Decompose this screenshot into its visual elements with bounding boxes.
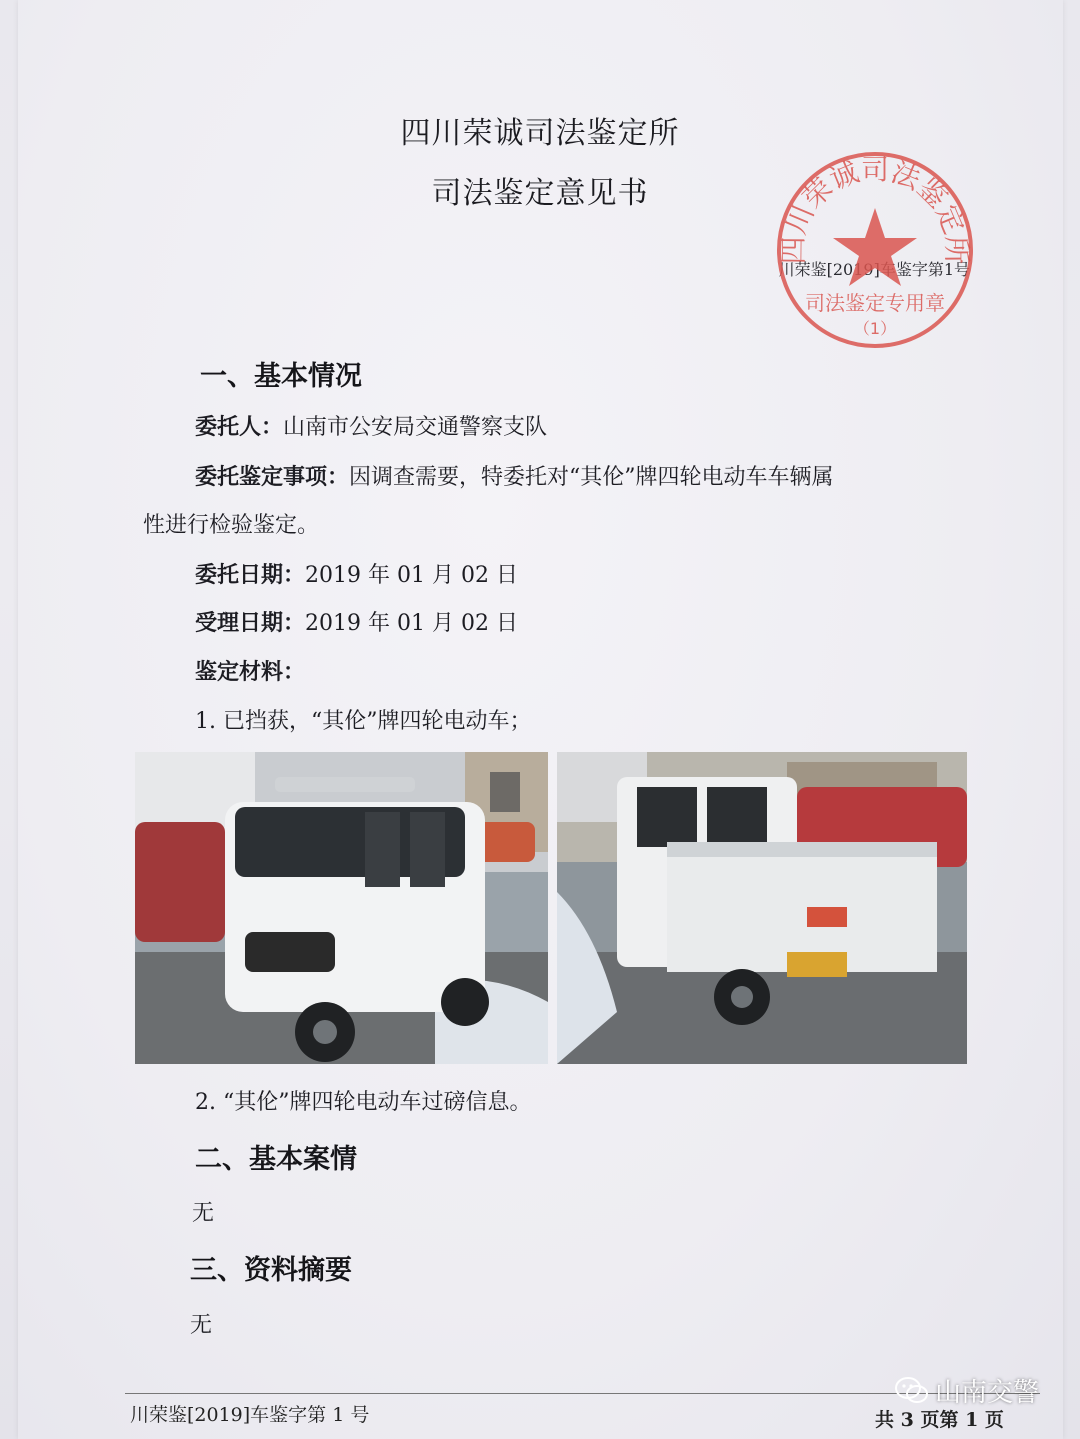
section1-heading: 一、基本情况 xyxy=(200,361,362,392)
accept-date-value: 2019 年 01 月 02 日 xyxy=(305,611,518,636)
section3-body: 无 xyxy=(190,1313,213,1338)
footer-doc-number: 川荣鉴[2019]车鉴字第 1 号 xyxy=(130,1404,370,1426)
header-doc-number: 川荣鉴[2019]车鉴字第1号 xyxy=(778,260,970,279)
svg-text:四川荣诚司法鉴定所: 四川荣诚司法鉴定所 xyxy=(776,153,974,265)
materials-label xyxy=(195,655,305,686)
materials-label-text: 鉴定材料： xyxy=(195,660,306,685)
institution-title: 四川荣诚司法鉴定所 xyxy=(400,116,680,151)
accept-date-label: 受理日期： xyxy=(195,611,306,636)
client-label: 委托人： xyxy=(195,415,284,440)
client-value: 山南市公安局交通警察支队 xyxy=(283,415,548,440)
section2-heading: 二、基本案情 xyxy=(195,1144,357,1175)
wechat-icon xyxy=(895,1376,929,1406)
footer-page-info: 共 3 页第 1 页 xyxy=(875,1409,1004,1431)
accept-date-line xyxy=(195,606,518,637)
svg-text:（1）: （1） xyxy=(853,319,897,338)
matter-value: 因调查需要，特委托对“其伦”牌四轮电动车车辆属 xyxy=(349,465,834,490)
matter-line xyxy=(195,460,834,491)
client-line xyxy=(195,410,547,441)
section2-body: 无 xyxy=(192,1201,215,1226)
vehicle-photo-front xyxy=(135,752,548,1064)
section3-heading: 三、资料摘要 xyxy=(190,1255,352,1286)
material-item-2: 2. “其伦”牌四轮电动车过磅信息。 xyxy=(195,1090,532,1115)
official-seal xyxy=(775,150,975,350)
matter-continuation: 性进行检验鉴定。 xyxy=(143,513,320,538)
entrust-date-label: 委托日期： xyxy=(195,563,306,588)
matter-label: 委托鉴定事项： xyxy=(195,465,350,490)
material-item-1: 1. 已挡获，“其伦”牌四轮电动车； xyxy=(195,709,532,734)
entrust-date-value: 2019 年 01 月 02 日 xyxy=(305,563,518,588)
entrust-date-line xyxy=(195,558,518,589)
vehicle-photo-rear xyxy=(557,752,967,1064)
svg-text:司法鉴定专用章: 司法鉴定专用章 xyxy=(805,291,945,315)
watermark-label: 山南交警 xyxy=(935,1378,1040,1408)
wechat-watermark xyxy=(895,1372,1039,1409)
document-title: 司法鉴定意见书 xyxy=(431,176,649,211)
